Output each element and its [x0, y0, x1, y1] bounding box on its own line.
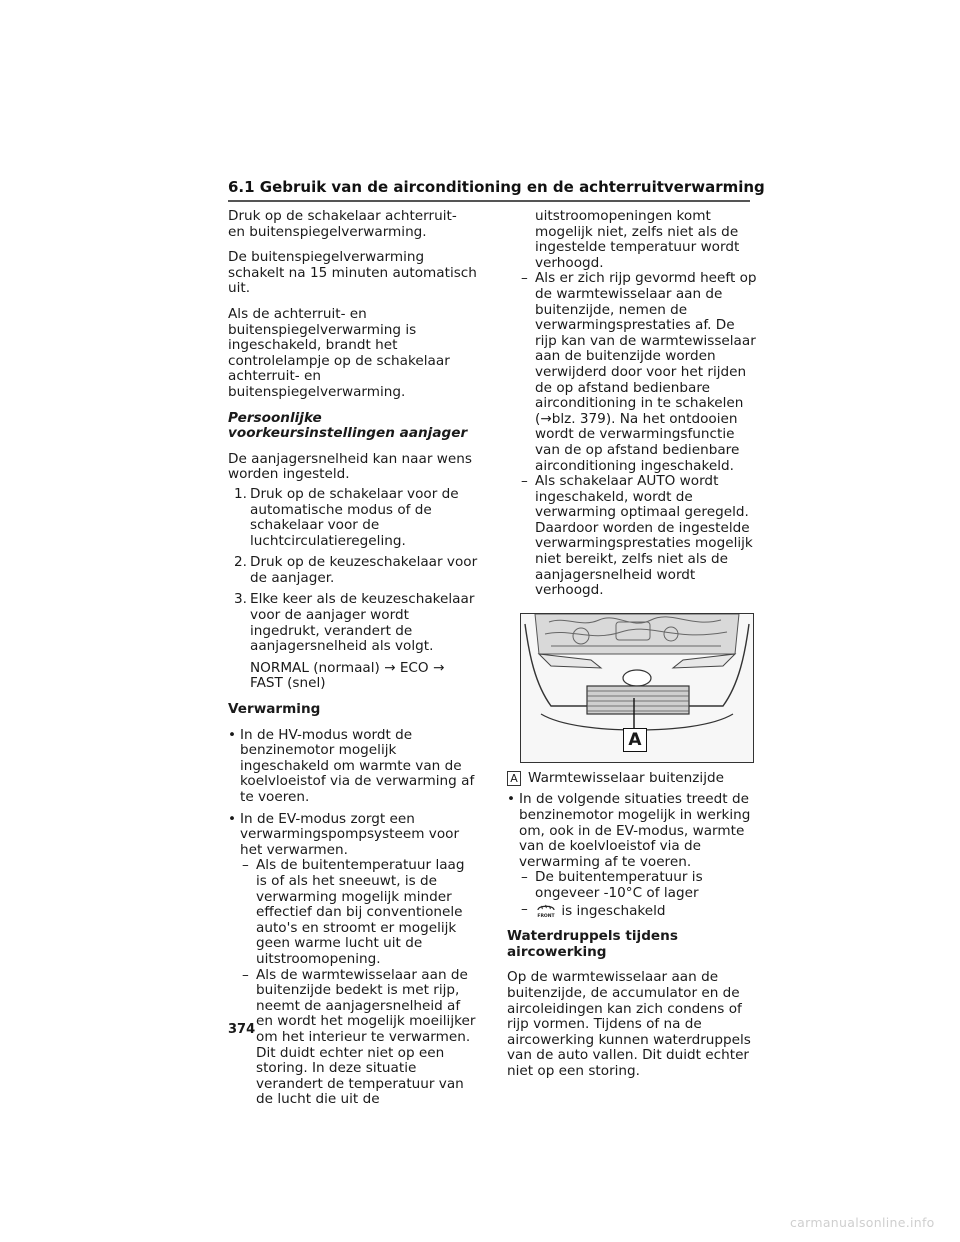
dash-text: Als schakelaar AUTO wordt ingeschakeld, wordt de verwarming optimaal geregeld. Daardoor worden de ingestelde verwarmingsprestaties mogelijk niet bereikt, zelfs niet als de aanjagersnelheid wordt verhoogd.: [535, 473, 753, 599]
bullet-text: In de EV-modus zorgt een verwarmingspompsysteem voor het verwarmen.: [240, 810, 460, 858]
dash-item: – Als de warmtewisselaar aan de buitenzijde bedekt is met rijp, neemt de aanjagersnelheid af en wordt het mogelijk moeilijker om het interieur te verwarmen. Dit duidt echter niet op een storing. In deze situatie verandert de temperatuur van de lucht die uit de: [242, 968, 478, 1108]
bullet-item: • In de volgende situaties treedt de benzinemotor mogelijk in werking om, ook in de EV-modus, warmte van de koelvloeistof via de verwarming af te voeren.: [507, 792, 759, 870]
front-icon-label: FRONT: [537, 913, 555, 918]
right-column: [507, 209, 759, 1090]
page-number: 374: [228, 1022, 256, 1037]
dash-item: – Als de buitentemperatuur laag is of als het sneeuwt, is de verwarming mogelijk minder effectief dan bij conventionele auto's en stroomt er mogelijk geen warme lucht uit de uitstroomopening.: [242, 858, 478, 967]
section-title: 6.1 Gebruik van de airconditioning en de achterruitverwarming: [228, 178, 765, 196]
watermark: carmanualsonline.info: [790, 1215, 935, 1230]
left-column: [228, 209, 478, 1108]
paragraph: De buitenspiegelverwarming schakelt na 15 minuten automatisch uit.: [228, 249, 477, 297]
figure-callout-a: A: [623, 728, 647, 752]
step-item: [234, 592, 478, 654]
dash-text: Als er zich rijp gevormd heeft op de warmtewisselaar aan de buitenzijde, nemen de verwarmingsprestaties af. De rijp kan van de warmtewisselaar aan de buitenzijde worden verwijderd door voor het rijden de op afstand bedienbare airconditioning in te schakelen (→blz. 379). Na het ontdooien wordt de verwarmingsfunctie van de op afstand bedienbare airconditioning ingeschakeld.: [535, 270, 757, 474]
page-header: [228, 178, 765, 202]
dash-text: De buitentemperatuur is ongeveer -10°C of lager: [535, 869, 703, 901]
dash-item: – Als schakelaar AUTO wordt ingeschakeld, wordt de verwarming optimaal geregeld. Daardoor worden de ingestelde verwarmingsprestaties mogelijk niet bereikt, zelfs niet als de aanjagersnelheid wordt verhoogd.: [521, 474, 759, 599]
caption-label-box: A: [507, 771, 521, 786]
dash-text: is ingeschakeld: [561, 902, 666, 919]
front-defroster-icon: [535, 902, 557, 918]
heading-heating: Verwarming: [228, 701, 321, 718]
step-text: Druk op de schakelaar voor de automatische modus of de schakelaar voor de luchtcirculatieregeling.: [250, 485, 459, 549]
dash-item: – De buitentemperatuur is ongeveer -10°C of lager: [521, 870, 759, 901]
bullet-item: • In de HV-modus wordt de benzinemotor mogelijk ingeschakeld om warmte van de koelvloeistof via de verwarming af te voeren.: [228, 728, 478, 806]
step-number: 3.: [234, 591, 247, 608]
step-number: 2.: [234, 554, 247, 571]
dash-item: – Als er zich rijp gevormd heeft op de warmtewisselaar aan de buitenzijde, nemen de verwarmingsprestaties af. De rijp kan van de warmtewisselaar aan de buitenzijde worden verwijderd door voor het rijden de op afstand bedienbare airconditioning in te schakelen (→blz. 379). Na het ontdooien wordt de verwarmingsfunctie van de op afstand bedienbare airconditioning ingeschakeld.: [521, 271, 759, 474]
dash-text: Als de buitentemperatuur laag is of als het sneeuwt, is de verwarming mogelijk minder effectief dan bij conventionele auto's en stroomt er mogelijk geen warme lucht uit de uitstroomopening.: [256, 857, 465, 967]
step-text: Elke keer als de keuzeschakelaar voor de aanjager wordt ingedrukt, verandert de aanjagersnelheid als volgt.: [250, 591, 475, 655]
bullet-text: In de HV-modus wordt de benzinemotor mogelijk ingeschakeld om warmte van de koelvloeistof via de verwarming af te voeren.: [240, 726, 475, 805]
paragraph: Op de warmtewisselaar aan de buitenzijde, de accumulator en de aircoleidingen kan zich condens of rijp vormen. Tijdens of na de aircowerking kunnen waterdruppels van de auto vallen. Dit duidt echter niet op een storing.: [507, 969, 751, 1079]
paragraph: Druk op de schakelaar achterruit- en buitenspiegelverwarming.: [228, 208, 457, 240]
bullet-text: In de volgende situaties treedt de benzinemotor mogelijk in werking om, ook in de EV-modus, warmte van de koelvloeistof via de verwarming af te voeren.: [519, 791, 751, 870]
step-number: 1.: [234, 485, 247, 502]
dash-continuation: uitstroomopeningen komt mogelijk niet, zelfs niet als de ingestelde temperatuur wordt verhoogd.: [535, 208, 740, 271]
fan-speed-sequence: NORMAL (normaal) → ECO → FAST (snel): [250, 659, 445, 692]
subheading-fan-preferences: Persoonlijke voorkeursinstellingen aanjager: [228, 409, 468, 442]
header-divider: [228, 200, 750, 202]
heat-exchanger-illustration: [520, 613, 754, 763]
caption-text: Warmtewisselaar buitenzijde: [528, 769, 724, 786]
bullet-item: • In de EV-modus zorgt een verwarmingspompsysteem voor het verwarmen.: [228, 812, 478, 859]
step-item: [234, 555, 478, 586]
dash-text: Als de warmtewisselaar aan de buitenzijde bedekt is met rijp, neemt de aanjagersnelheid af en wordt het mogelijk moeilijker om het interieur te verwarmen. Dit duidt echter niet op een storing. In deze situatie verandert de temperatuur van de lucht die uit de: [256, 966, 476, 1108]
paragraph: Als de achterruit- en buitenspiegelverwarming is ingeschakeld, brandt het controlelampje op de schakelaar achterruit- en buitenspiegelverwarming.: [228, 305, 450, 400]
dash-item: – FRONT is ingeschakeld: [521, 900, 666, 919]
heading-water-drops: Waterdruppels tijdens aircowerking: [507, 928, 678, 960]
figure-caption: [507, 771, 759, 787]
step-item: [234, 487, 478, 549]
paragraph: De aanjagersnelheid kan naar wens worden ingesteld.: [228, 450, 472, 483]
step-text: Druk op de keuzeschakelaar voor de aanjager.: [250, 554, 478, 586]
